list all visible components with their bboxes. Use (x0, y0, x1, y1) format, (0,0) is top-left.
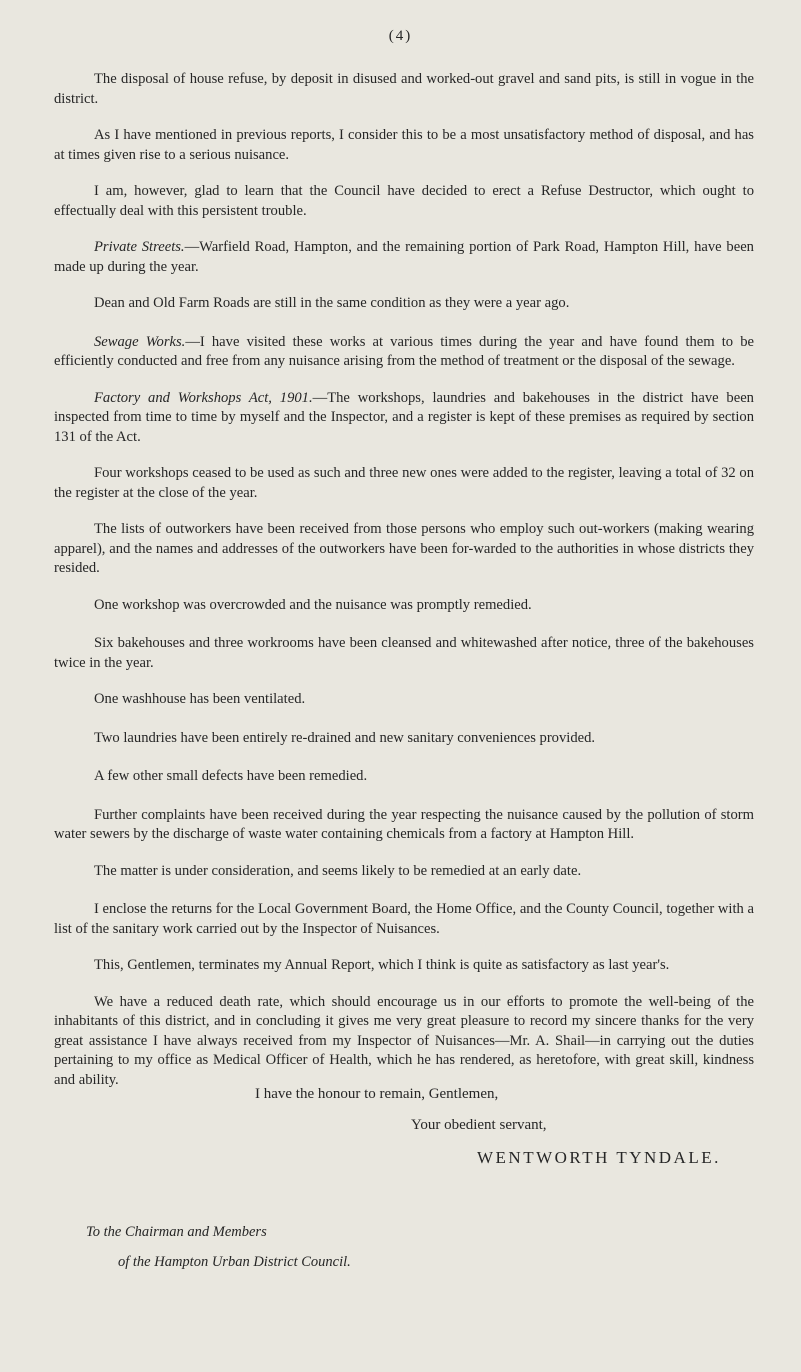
paragraph-refuse-destructor: I am, however, glad to learn that the Council have decided to erect a Refuse Destructor, which ought to effectually deal with this persistent trouble. (54, 183, 754, 219)
closing-servant: Your obedient servant, (411, 1117, 547, 1133)
paragraph-outworkers: The lists of outworkers have been received from those persons who employ such out-workers (making wearing apparel), and the names and addresses of the outworkers have been for-warded to the authorities in whose districts they resided. (54, 521, 754, 576)
section-heading: Factory and Workshops Act, 1901. (94, 389, 313, 406)
paragraph-private-streets: Private Streets.—Warfield Road, Hampton, and the remaining portion of Park Road, Hampton Hill, have been made up during the year. (54, 239, 754, 275)
paragraph-sewage-works: Sewage Works.—I have visited these works at various times during the year and have found them to be efficiently conducted and free from any nuisance arising from the method of treatment or the disposal of the sewage. (54, 333, 755, 369)
paragraph-refuse-disposal: The disposal of house refuse, by deposit in disused and worked-out gravel and sand pits, is still in vogue in the district. (54, 71, 754, 107)
section-heading: Sewage Works. (94, 333, 186, 350)
paragraph-overcrowded-workshop: One workshop was overcrowded and the nuisance was promptly remedied. (94, 596, 532, 613)
paragraph-factory-workshops-act: Factory and Workshops Act, 1901.—The workshops, laundries and bakehouses in the district have been inspected from time to time by myself and the Inspector, and a register is kept of these premises as required by section 131 of the Act. (54, 389, 754, 445)
addressee-line-1: To the Chairman and Members (86, 1224, 267, 1240)
paragraph-dean-old-farm-roads: Dean and Old Farm Roads are still in the same condition as they were a year ago. (94, 295, 570, 311)
paragraph-laundries: Two laundries have been entirely re-drained and new sanitary conveniences provided. (94, 729, 596, 746)
addressee-line-2: of the Hampton Urban District Council. (118, 1254, 351, 1270)
paragraph-report-termination: This, Gentlemen, terminates my Annual Report, which I think is quite as satisfactory as last year's. (94, 957, 670, 973)
paragraph-complaints: Further complaints have been received during the year respecting the nuisance caused by the pollution of storm water sewers by the discharge of waste water containing chemicals from a factory at Hampton Hill. (54, 806, 754, 842)
section-heading: Private Streets. (94, 239, 185, 255)
paragraph-enclosed-returns: I enclose the returns for the Local Government Board, the Home Office, and the County Council, together with a list of the sanitary work carried out by the Inspector of Nuisances. (54, 901, 754, 937)
closing-salutation: I have the honour to remain, Gentlemen, (255, 1086, 499, 1102)
page-number: (4) (388, 28, 413, 44)
paragraph-unsatisfactory-method: As I have mentioned in previous reports, I consider this to be a most unsatisfactory method of disposal, and has at times given rise to a serious nuisance. (54, 127, 754, 163)
paragraph-washhouse: One washhouse has been ventilated. (94, 691, 306, 707)
paragraph-small-defects: A few other small defects have been remedied. (94, 768, 368, 784)
paragraph-acknowledgement: We have a reduced death rate, which should encourage us in our efforts to promote the well-being of the inhabitants of this district, and in concluding it gives me very great pleasure to record my sincere thanks for the very great assistance I have always received from my Inspector of Nuisances—Mr. A. Shail—in carrying out the duties pertaining to my office as Medical Officer of Health, which he has rendered, as heretofore, with great skill, kindness and ability. (54, 993, 754, 1088)
paragraph-bakehouses: Six bakehouses and three workrooms have been cleansed and whitewashed after notice, three of the bakehouses twice in the year. (54, 635, 754, 671)
paragraph-under-consideration: The matter is under consideration, and seems likely to be remedied at an early date. (94, 862, 582, 879)
paragraph-workshop-register: Four workshops ceased to be used as such and three new ones were added to the register, leaving a total of 32 on the register at the close of the year. (54, 465, 754, 501)
signature-name: WENTWORTH TYNDALE. (477, 1148, 721, 1167)
report-body (54, 70, 754, 1107)
